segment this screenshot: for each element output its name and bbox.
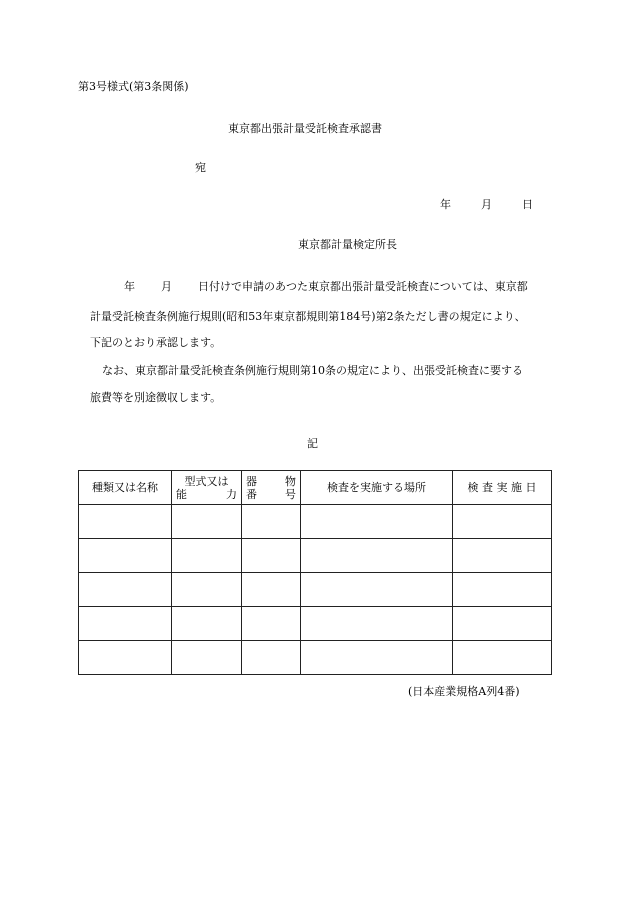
header-equip-1b: 物	[285, 474, 296, 488]
header-equipment-number	[242, 471, 301, 505]
table-cell	[453, 539, 552, 573]
inspection-table	[78, 470, 552, 675]
table-cell	[301, 641, 453, 675]
date-day: 日	[522, 198, 533, 211]
date-year: 年	[440, 198, 451, 211]
header-equip-2b: 号	[285, 487, 296, 501]
form-number: 第3号様式(第3条関係)	[78, 80, 189, 93]
header-date: 検 査 実 施 日	[453, 471, 552, 505]
table-row	[79, 573, 552, 607]
table-cell	[79, 539, 172, 573]
header-model-2a: 能	[176, 487, 187, 501]
body-line-3: 下記のとおり承認します。	[90, 336, 222, 349]
table-row	[79, 505, 552, 539]
header-equip-line-2	[242, 488, 300, 501]
table-row	[79, 539, 552, 573]
body-month: 月	[161, 280, 172, 293]
body-year: 年	[124, 280, 135, 293]
table-cell	[453, 607, 552, 641]
table-row	[79, 641, 552, 675]
header-model-line-2	[172, 488, 241, 501]
document-title: 東京都出張計量受託検査承認書	[228, 122, 382, 135]
body-line-2: 計量受託検査条例施行規則(昭和53年東京都規則第184号)第2条ただし書の規定により、	[90, 310, 526, 323]
table-cell	[301, 505, 453, 539]
table-cell	[242, 607, 301, 641]
table-cell	[301, 573, 453, 607]
table-cell	[172, 607, 242, 641]
table-cell	[172, 641, 242, 675]
jis-size-note: (日本産業規格A列4番)	[408, 685, 520, 698]
table-cell	[453, 505, 552, 539]
date-month: 月	[481, 198, 492, 211]
header-model	[172, 471, 242, 505]
table-cell	[242, 641, 301, 675]
body-line-5: 旅費等を別途徴収します。	[90, 391, 222, 404]
body-line-4: なお、東京都計量受託検査条例施行規則第10条の規定により、出張受託検査に要する	[102, 364, 523, 377]
header-equip-1a: 器	[246, 474, 257, 488]
table-cell	[453, 641, 552, 675]
body-line-1	[90, 278, 550, 294]
ki-heading: 記	[307, 437, 318, 450]
table-header-row	[79, 471, 552, 505]
table-cell	[242, 505, 301, 539]
table-cell	[301, 539, 453, 573]
table-body	[79, 505, 552, 675]
table-cell	[301, 607, 453, 641]
table-cell	[453, 573, 552, 607]
issuer-name: 東京都計量検定所長	[298, 238, 397, 251]
table-cell	[79, 573, 172, 607]
header-equip-line-1	[242, 475, 300, 488]
body-line-1-text: 日付けで申請のあつた東京都出張計量受託検査については、東京都	[198, 280, 528, 293]
header-model-line-1: 型式又は	[184, 474, 229, 488]
table-cell	[242, 539, 301, 573]
table-cell	[242, 573, 301, 607]
header-model-2b: 力	[226, 487, 237, 501]
table-cell	[79, 607, 172, 641]
header-kind: 種類又は名称	[79, 471, 172, 505]
date-row	[440, 196, 533, 212]
table-cell	[79, 641, 172, 675]
header-equip-2a: 番	[246, 487, 257, 501]
addressee-suffix: 宛	[195, 161, 206, 174]
table-cell	[172, 505, 242, 539]
header-place: 検査を実施する場所	[301, 471, 453, 505]
table-row	[79, 607, 552, 641]
table-cell	[172, 539, 242, 573]
table-cell	[172, 573, 242, 607]
table-cell	[79, 505, 172, 539]
